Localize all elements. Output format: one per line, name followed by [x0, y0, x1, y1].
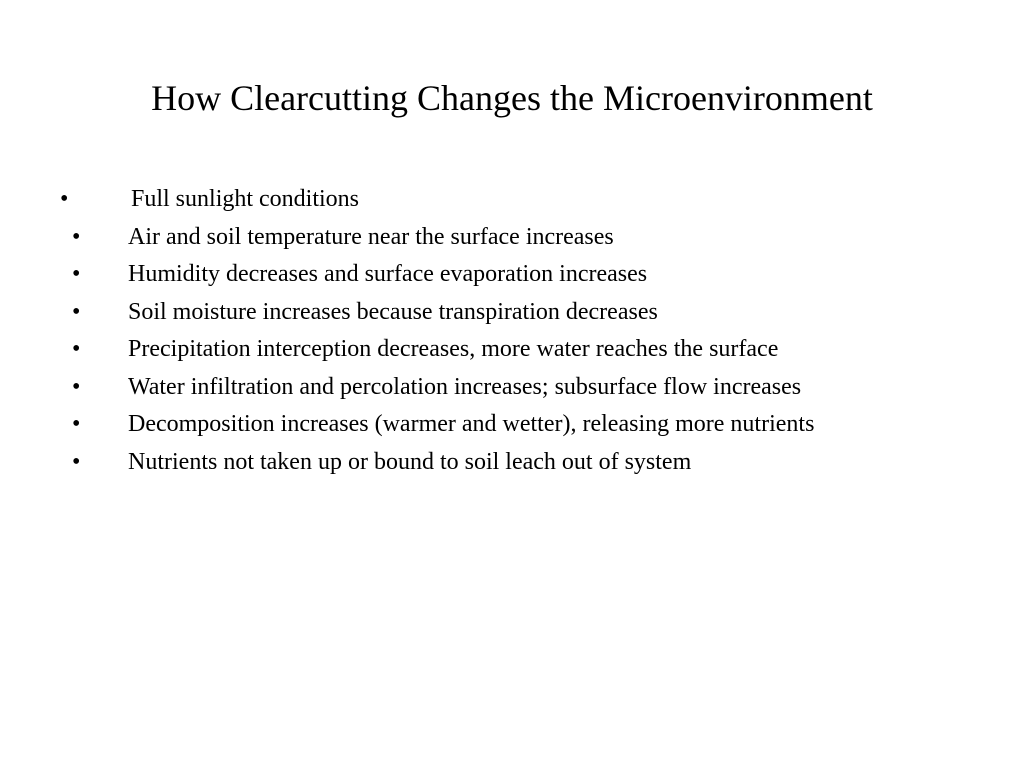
bullet-icon: •	[72, 298, 81, 325]
bullet-text: Precipitation interception decreases, more water reaches the surface	[128, 336, 779, 362]
bullet-item	[0, 331, 1024, 369]
bullet-item	[0, 406, 1024, 444]
bullet-text: Air and soil temperature near the surface increases	[128, 223, 614, 250]
bullet-text: Nutrients not taken up or bound to soil leach out of system	[128, 448, 692, 475]
bullet-item	[0, 444, 1024, 482]
bullet-icon: •	[72, 261, 81, 287]
bullet-icon: •	[72, 448, 81, 475]
bullet-text: Full sunlight conditions	[131, 186, 360, 212]
bullet-text: Humidity decreases and surface evaporation increases	[128, 261, 648, 287]
bullet-item	[0, 369, 1024, 407]
bullet-item	[0, 256, 1024, 294]
bullet-item	[0, 219, 1024, 257]
bullet-icon: •	[60, 186, 69, 212]
bullet-text: Decomposition increases (warmer and wetter), releasing more nutrients	[128, 411, 815, 437]
bullet-item	[0, 294, 1024, 332]
bullet-icon: •	[72, 373, 81, 400]
bullet-icon: •	[72, 223, 81, 250]
bullet-icon: •	[72, 411, 81, 437]
bullet-text: Water infiltration and percolation increases; subsurface flow increases	[128, 373, 802, 400]
bullet-icon: •	[72, 336, 81, 362]
bullet-text: Soil moisture increases because transpiration decreases	[128, 298, 658, 325]
bullet-list	[0, 181, 1024, 481]
slide-title: How Clearcutting Changes the Microenvironment	[151, 78, 873, 118]
bullet-item	[0, 181, 1024, 219]
